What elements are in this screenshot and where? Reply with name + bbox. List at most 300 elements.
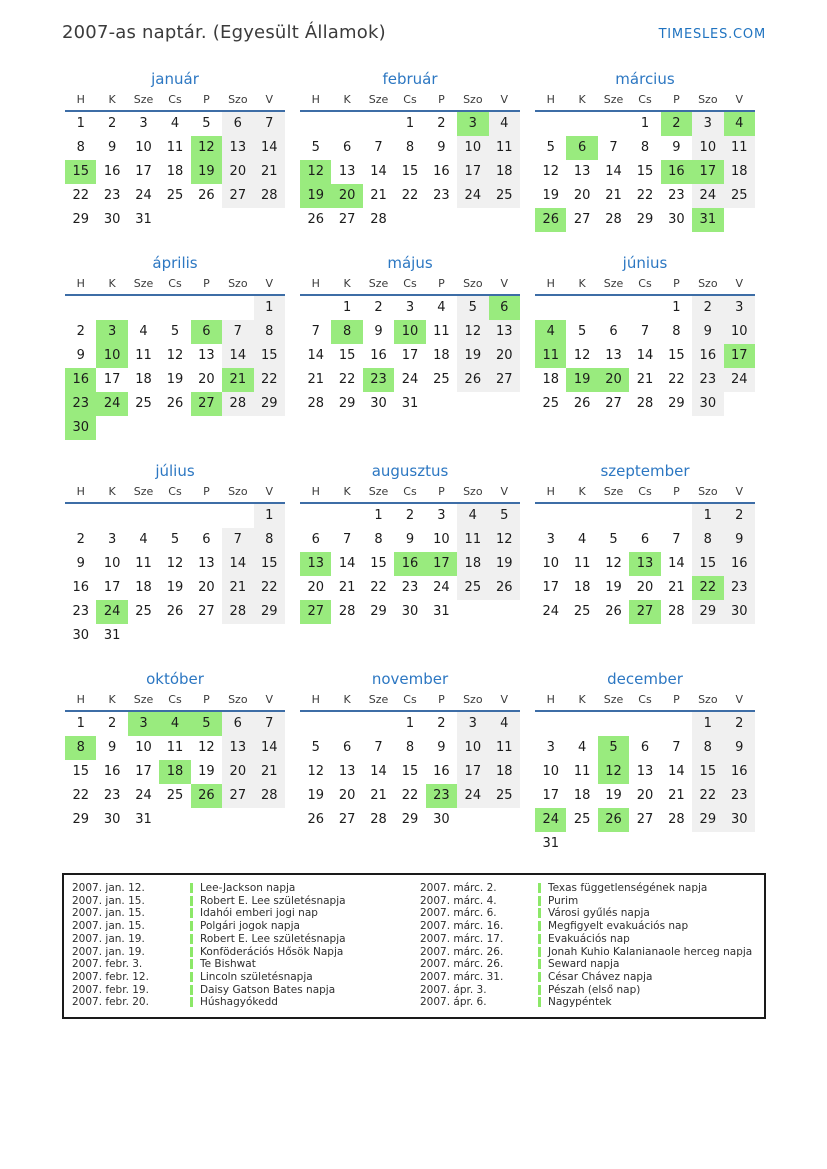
holiday-row: [72, 895, 410, 908]
holiday-marker-bar: [538, 883, 541, 893]
day-cell: 14: [307, 348, 324, 363]
day-cell-empty: [457, 808, 488, 832]
holiday-date: 2007. jan. 12.: [72, 882, 145, 894]
holiday-marker-bar: [538, 908, 541, 918]
day-cell: 16: [103, 764, 121, 779]
day-cell: 7: [222, 528, 253, 552]
day-cell: 20: [636, 580, 654, 595]
day-cell: 6: [222, 111, 253, 136]
holiday-date: 2007. márc. 31.: [420, 970, 504, 983]
weekday-header: V: [724, 485, 755, 503]
day-cell: 12: [457, 320, 488, 344]
day-cell: 19: [166, 372, 184, 387]
month-table: [65, 693, 285, 832]
day-cell: 19: [191, 160, 222, 184]
weekday-header: Szo: [222, 485, 253, 503]
day-cell: 24: [457, 184, 488, 208]
day-cell: 5: [598, 736, 629, 760]
day-cell: 19: [198, 764, 215, 779]
month-január: [65, 70, 285, 232]
day-cell: 16: [692, 344, 723, 368]
day-cell-empty: [457, 392, 488, 416]
day-cell: 28: [254, 784, 285, 808]
weekday-header: Sze: [128, 277, 159, 295]
holiday-row: [72, 971, 410, 984]
day-cell-empty: [629, 295, 660, 320]
day-cell: 1: [672, 300, 681, 315]
day-cell: 27: [338, 212, 356, 227]
day-cell: 2: [76, 532, 85, 547]
day-cell: 18: [573, 788, 591, 803]
day-cell: 11: [433, 324, 450, 339]
day-cell-empty: [598, 711, 629, 736]
day-cell: 6: [609, 324, 618, 339]
day-cell: 5: [311, 140, 320, 155]
day-cell: 7: [672, 532, 681, 547]
day-cell-empty: [426, 208, 457, 232]
weekday-header: Szo: [457, 93, 488, 111]
day-cell: 26: [166, 396, 184, 411]
holiday-name: Texas függetlenségének napja: [548, 882, 708, 894]
day-cell: 11: [489, 136, 520, 160]
day-cell: 3: [96, 320, 127, 344]
day-cell: 19: [300, 184, 331, 208]
day-cell: 27: [489, 368, 520, 392]
day-cell: 23: [433, 188, 450, 203]
weekday-header: Szo: [222, 693, 253, 711]
day-cell: 4: [170, 116, 180, 131]
day-cell-empty: [191, 503, 222, 528]
day-cell: 30: [668, 212, 685, 227]
day-cell: 10: [542, 556, 559, 571]
day-cell: 13: [489, 320, 520, 344]
holiday-marker-bar: [190, 985, 193, 995]
day-cell: 23: [668, 188, 685, 203]
day-cell: 2: [374, 300, 383, 315]
day-cell: 11: [535, 344, 566, 368]
day-cell: 26: [166, 604, 184, 619]
day-cell-empty: [222, 295, 253, 320]
day-cell-empty: [222, 808, 253, 832]
day-cell: 28: [338, 604, 356, 619]
day-cell: 3: [692, 111, 723, 136]
day-cell: 14: [605, 164, 622, 179]
day-cell-empty: [191, 624, 222, 648]
day-cell: 27: [191, 392, 222, 416]
day-cell: 20: [598, 368, 629, 392]
day-cell: 16: [724, 552, 755, 576]
weekday-header: Sze: [598, 277, 629, 295]
day-cell: 9: [724, 528, 755, 552]
day-cell-empty: [222, 503, 253, 528]
weekday-header: Sze: [598, 693, 629, 711]
day-cell: 13: [573, 164, 591, 179]
weekday-header: H: [65, 277, 96, 295]
day-cell: 13: [605, 348, 622, 363]
day-cell: 8: [76, 140, 85, 155]
day-cell-empty: [300, 295, 331, 320]
day-cell: 21: [307, 372, 324, 387]
day-cell: 28: [222, 392, 253, 416]
day-cell: 27: [222, 784, 253, 808]
weekday-header: Cs: [159, 485, 190, 503]
day-cell: 21: [605, 188, 622, 203]
month-november: [300, 670, 520, 832]
day-cell-empty: [489, 392, 520, 416]
day-cell: 29: [401, 812, 419, 827]
day-cell: 9: [107, 140, 117, 155]
day-cell: 25: [433, 372, 450, 387]
holiday-row: [72, 907, 410, 920]
month-december: [535, 670, 755, 856]
day-cell-empty: [724, 208, 755, 232]
day-cell: 16: [724, 760, 755, 784]
day-cell: 23: [692, 368, 723, 392]
day-cell: 14: [668, 556, 685, 571]
day-cell: 17: [457, 160, 488, 184]
day-cell: 20: [489, 344, 520, 368]
day-cell: 4: [159, 711, 190, 736]
day-cell: 7: [342, 532, 352, 547]
holiday-column-right: [420, 882, 758, 1009]
day-cell: 1: [405, 116, 415, 131]
day-cell: 23: [363, 368, 394, 392]
holiday-marker-bar: [538, 896, 541, 906]
holiday-date: 2007. ápr. 6.: [420, 996, 487, 1009]
day-cell: 13: [338, 764, 356, 779]
holiday-date: 2007. márc. 6.: [420, 907, 497, 920]
day-cell: 3: [546, 740, 555, 755]
day-cell-empty: [191, 208, 222, 232]
holiday-name: Konföderációs Hősök Napja: [200, 945, 344, 958]
weekday-header: Cs: [629, 277, 660, 295]
holiday-marker-bar: [190, 947, 193, 957]
day-cell: 7: [374, 140, 383, 155]
day-cell: 7: [311, 324, 320, 339]
day-cell: 1: [692, 711, 723, 736]
holiday-date: 2007. márc. 16.: [420, 920, 504, 933]
day-cell: 29: [72, 212, 89, 227]
day-cell-empty: [535, 295, 566, 320]
holiday-marker-bar: [190, 921, 193, 931]
day-cell: 4: [139, 324, 148, 339]
day-cell: 16: [394, 552, 425, 576]
weekday-header: Szo: [692, 693, 723, 711]
day-cell: 11: [166, 140, 184, 155]
day-cell-empty: [724, 392, 755, 416]
day-cell-empty: [598, 503, 629, 528]
day-cell: 17: [724, 344, 755, 368]
day-cell: 12: [166, 348, 184, 363]
weekday-header: P: [661, 277, 692, 295]
weekday-header: P: [426, 693, 457, 711]
weekday-header: Sze: [363, 485, 394, 503]
day-cell: 3: [405, 300, 415, 315]
day-cell: 22: [254, 576, 285, 600]
month-május: [300, 254, 520, 416]
weekday-header: P: [661, 485, 692, 503]
weekday-header: V: [254, 693, 285, 711]
day-cell-empty: [363, 711, 394, 736]
day-cell: 2: [724, 711, 755, 736]
day-cell: 4: [489, 711, 520, 736]
weekday-header: H: [300, 693, 331, 711]
day-cell: 26: [307, 812, 324, 827]
day-cell: 18: [166, 164, 184, 179]
weekday-header: Szo: [457, 485, 488, 503]
day-cell: 12: [307, 764, 324, 779]
day-cell: 11: [166, 740, 184, 755]
weekday-header: Cs: [159, 277, 190, 295]
day-cell: 3: [128, 711, 159, 736]
day-cell: 23: [65, 392, 96, 416]
site-logo-link[interactable]: TIMESLES.COM: [658, 27, 766, 42]
day-cell-empty: [457, 600, 488, 624]
day-cell: 22: [636, 188, 654, 203]
day-cell: 3: [139, 116, 148, 131]
day-cell: 24: [135, 188, 152, 203]
day-cell: 15: [254, 552, 285, 576]
holiday-row: [420, 946, 758, 959]
holiday-marker-bar: [538, 985, 541, 995]
day-cell: 24: [401, 372, 419, 387]
day-cell: 25: [135, 396, 152, 411]
day-cell: 18: [135, 372, 152, 387]
weekday-header: H: [65, 485, 96, 503]
day-cell: 13: [629, 552, 660, 576]
holiday-row: [72, 984, 410, 997]
day-cell-empty: [65, 503, 96, 528]
day-cell: 23: [103, 788, 121, 803]
holiday-name: Megfigyelt evakuációs nap: [548, 920, 689, 933]
weekday-header: V: [724, 93, 755, 111]
holiday-row: [420, 971, 758, 984]
day-cell-empty: [535, 503, 566, 528]
month-table: [65, 277, 285, 440]
day-cell: 29: [692, 808, 723, 832]
day-cell-empty: [598, 111, 629, 136]
day-cell: 4: [724, 111, 755, 136]
day-cell: 10: [394, 320, 425, 344]
day-cell: 25: [457, 576, 488, 600]
day-cell: 14: [338, 556, 356, 571]
day-cell: 26: [535, 208, 566, 232]
day-cell: 3: [724, 295, 755, 320]
day-cell: 2: [405, 508, 415, 523]
day-cell: 13: [198, 348, 215, 363]
day-cell: 22: [72, 788, 89, 803]
holiday-list-box: [62, 873, 766, 1019]
day-cell: 31: [433, 604, 450, 619]
day-cell: 8: [405, 740, 415, 755]
holiday-row: [72, 946, 410, 959]
day-cell: 1: [254, 503, 285, 528]
day-cell-empty: [159, 208, 190, 232]
day-cell: 25: [489, 184, 520, 208]
day-cell: 16: [103, 164, 121, 179]
day-cell: 30: [433, 812, 450, 827]
day-cell: 28: [605, 212, 622, 227]
day-cell: 26: [191, 784, 222, 808]
day-cell: 2: [437, 116, 446, 131]
day-cell: 9: [76, 348, 85, 363]
weekday-header: Sze: [363, 693, 394, 711]
day-cell: 29: [668, 396, 685, 411]
day-cell: 24: [96, 392, 127, 416]
holiday-row: [72, 996, 410, 1009]
day-cell: 19: [489, 552, 520, 576]
day-cell: 24: [535, 808, 566, 832]
day-cell: 28: [370, 212, 387, 227]
day-cell: 10: [135, 740, 152, 755]
day-cell-empty: [566, 711, 597, 736]
day-cell-empty: [566, 111, 597, 136]
weekday-header: P: [191, 277, 222, 295]
day-cell-empty: [222, 416, 253, 440]
day-cell: 22: [401, 788, 419, 803]
month-table: [535, 693, 755, 856]
holiday-name: Purim: [548, 894, 579, 907]
day-cell: 21: [338, 580, 356, 595]
day-cell: 10: [542, 764, 559, 779]
day-cell: 11: [573, 764, 591, 779]
day-cell: 12: [198, 740, 215, 755]
day-cell: 17: [135, 764, 152, 779]
holiday-marker-bar: [190, 908, 193, 918]
day-cell: 18: [433, 348, 450, 363]
weekday-header: P: [661, 93, 692, 111]
day-cell: 17: [103, 580, 121, 595]
day-cell: 27: [338, 812, 356, 827]
day-cell-empty: [159, 624, 190, 648]
weekday-header: H: [535, 277, 566, 295]
weekday-header: K: [566, 277, 597, 295]
day-cell-empty: [489, 808, 520, 832]
day-cell: 25: [166, 788, 184, 803]
day-cell: 5: [546, 140, 555, 155]
weekday-header: H: [535, 485, 566, 503]
day-cell: 31: [542, 836, 559, 851]
day-cell: 24: [96, 600, 127, 624]
day-cell-empty: [566, 295, 597, 320]
day-cell: 30: [103, 212, 121, 227]
month-title: január: [151, 70, 199, 88]
day-cell-empty: [159, 808, 190, 832]
weekday-header: V: [724, 693, 755, 711]
day-cell: 22: [692, 784, 723, 808]
weekday-header: Szo: [457, 693, 488, 711]
day-cell: 5: [489, 503, 520, 528]
weekday-header: Cs: [394, 277, 425, 295]
holiday-date: 2007. febr. 3.: [72, 958, 143, 971]
day-cell: 19: [566, 368, 597, 392]
holiday-name: Nagypéntek: [548, 996, 612, 1009]
day-cell: 12: [605, 556, 622, 571]
day-cell: 26: [307, 212, 324, 227]
weekday-header: K: [331, 693, 362, 711]
day-cell-empty: [629, 711, 660, 736]
day-cell: 28: [668, 812, 685, 827]
day-cell: 1: [405, 716, 415, 731]
holiday-row: [72, 882, 410, 895]
weekday-header: K: [331, 277, 362, 295]
day-cell: 10: [135, 140, 152, 155]
holiday-row: [420, 895, 758, 908]
day-cell: 25: [573, 604, 591, 619]
day-cell-empty: [159, 416, 190, 440]
day-cell-empty: [222, 624, 253, 648]
day-cell: 21: [222, 368, 253, 392]
weekday-header: Szo: [457, 277, 488, 295]
holiday-row: [420, 920, 758, 933]
day-cell: 29: [254, 600, 285, 624]
weekday-header: V: [724, 277, 755, 295]
day-cell: 19: [307, 788, 324, 803]
weekday-header: P: [661, 693, 692, 711]
day-cell: 14: [222, 344, 253, 368]
day-cell: 8: [254, 528, 285, 552]
holiday-date: 2007. márc. 26.: [420, 958, 504, 971]
holiday-marker-bar: [538, 934, 541, 944]
day-cell: 30: [72, 628, 89, 643]
month-table: [535, 277, 755, 416]
day-cell: 26: [605, 604, 622, 619]
day-cell-empty: [222, 208, 253, 232]
day-cell: 4: [577, 740, 587, 755]
weekday-header: Sze: [598, 485, 629, 503]
day-cell: 12: [300, 160, 331, 184]
day-cell: 20: [573, 188, 591, 203]
day-cell: 26: [457, 368, 488, 392]
day-cell: 2: [692, 295, 723, 320]
day-cell-empty: [426, 392, 457, 416]
holiday-name: Jonah Kuhio Kalanianaole herceg napja: [548, 945, 753, 958]
weekday-header: Sze: [128, 693, 159, 711]
day-cell: 10: [457, 736, 488, 760]
day-cell: 6: [222, 711, 253, 736]
day-cell: 30: [65, 416, 96, 440]
day-cell: 7: [672, 740, 681, 755]
month-title: február: [382, 70, 438, 88]
day-cell: 4: [489, 111, 520, 136]
day-cell: 5: [457, 295, 488, 320]
month-április: [65, 254, 285, 440]
day-cell: 16: [65, 368, 96, 392]
day-cell-empty: [598, 832, 629, 856]
day-cell: 12: [166, 556, 184, 571]
month-table: [300, 485, 520, 624]
day-cell: 18: [724, 160, 755, 184]
day-cell: 6: [489, 295, 520, 320]
day-cell: 2: [76, 324, 85, 339]
day-cell: 1: [76, 716, 85, 731]
day-cell: 21: [254, 160, 285, 184]
day-cell: 27: [198, 604, 215, 619]
weekday-header: Sze: [363, 93, 394, 111]
holiday-date: 2007. jan. 19.: [72, 932, 145, 945]
day-cell: 1: [76, 116, 85, 131]
day-cell: 13: [222, 136, 253, 160]
holiday-marker-bar: [190, 997, 193, 1007]
day-cell: 22: [401, 188, 419, 203]
day-cell: 7: [254, 111, 285, 136]
day-cell-empty: [331, 111, 362, 136]
day-cell-empty: [566, 832, 597, 856]
day-cell-empty: [128, 295, 159, 320]
day-cell: 10: [433, 532, 450, 547]
day-cell: 13: [338, 164, 356, 179]
holiday-name: Robert E. Lee születésnapja: [200, 932, 346, 945]
